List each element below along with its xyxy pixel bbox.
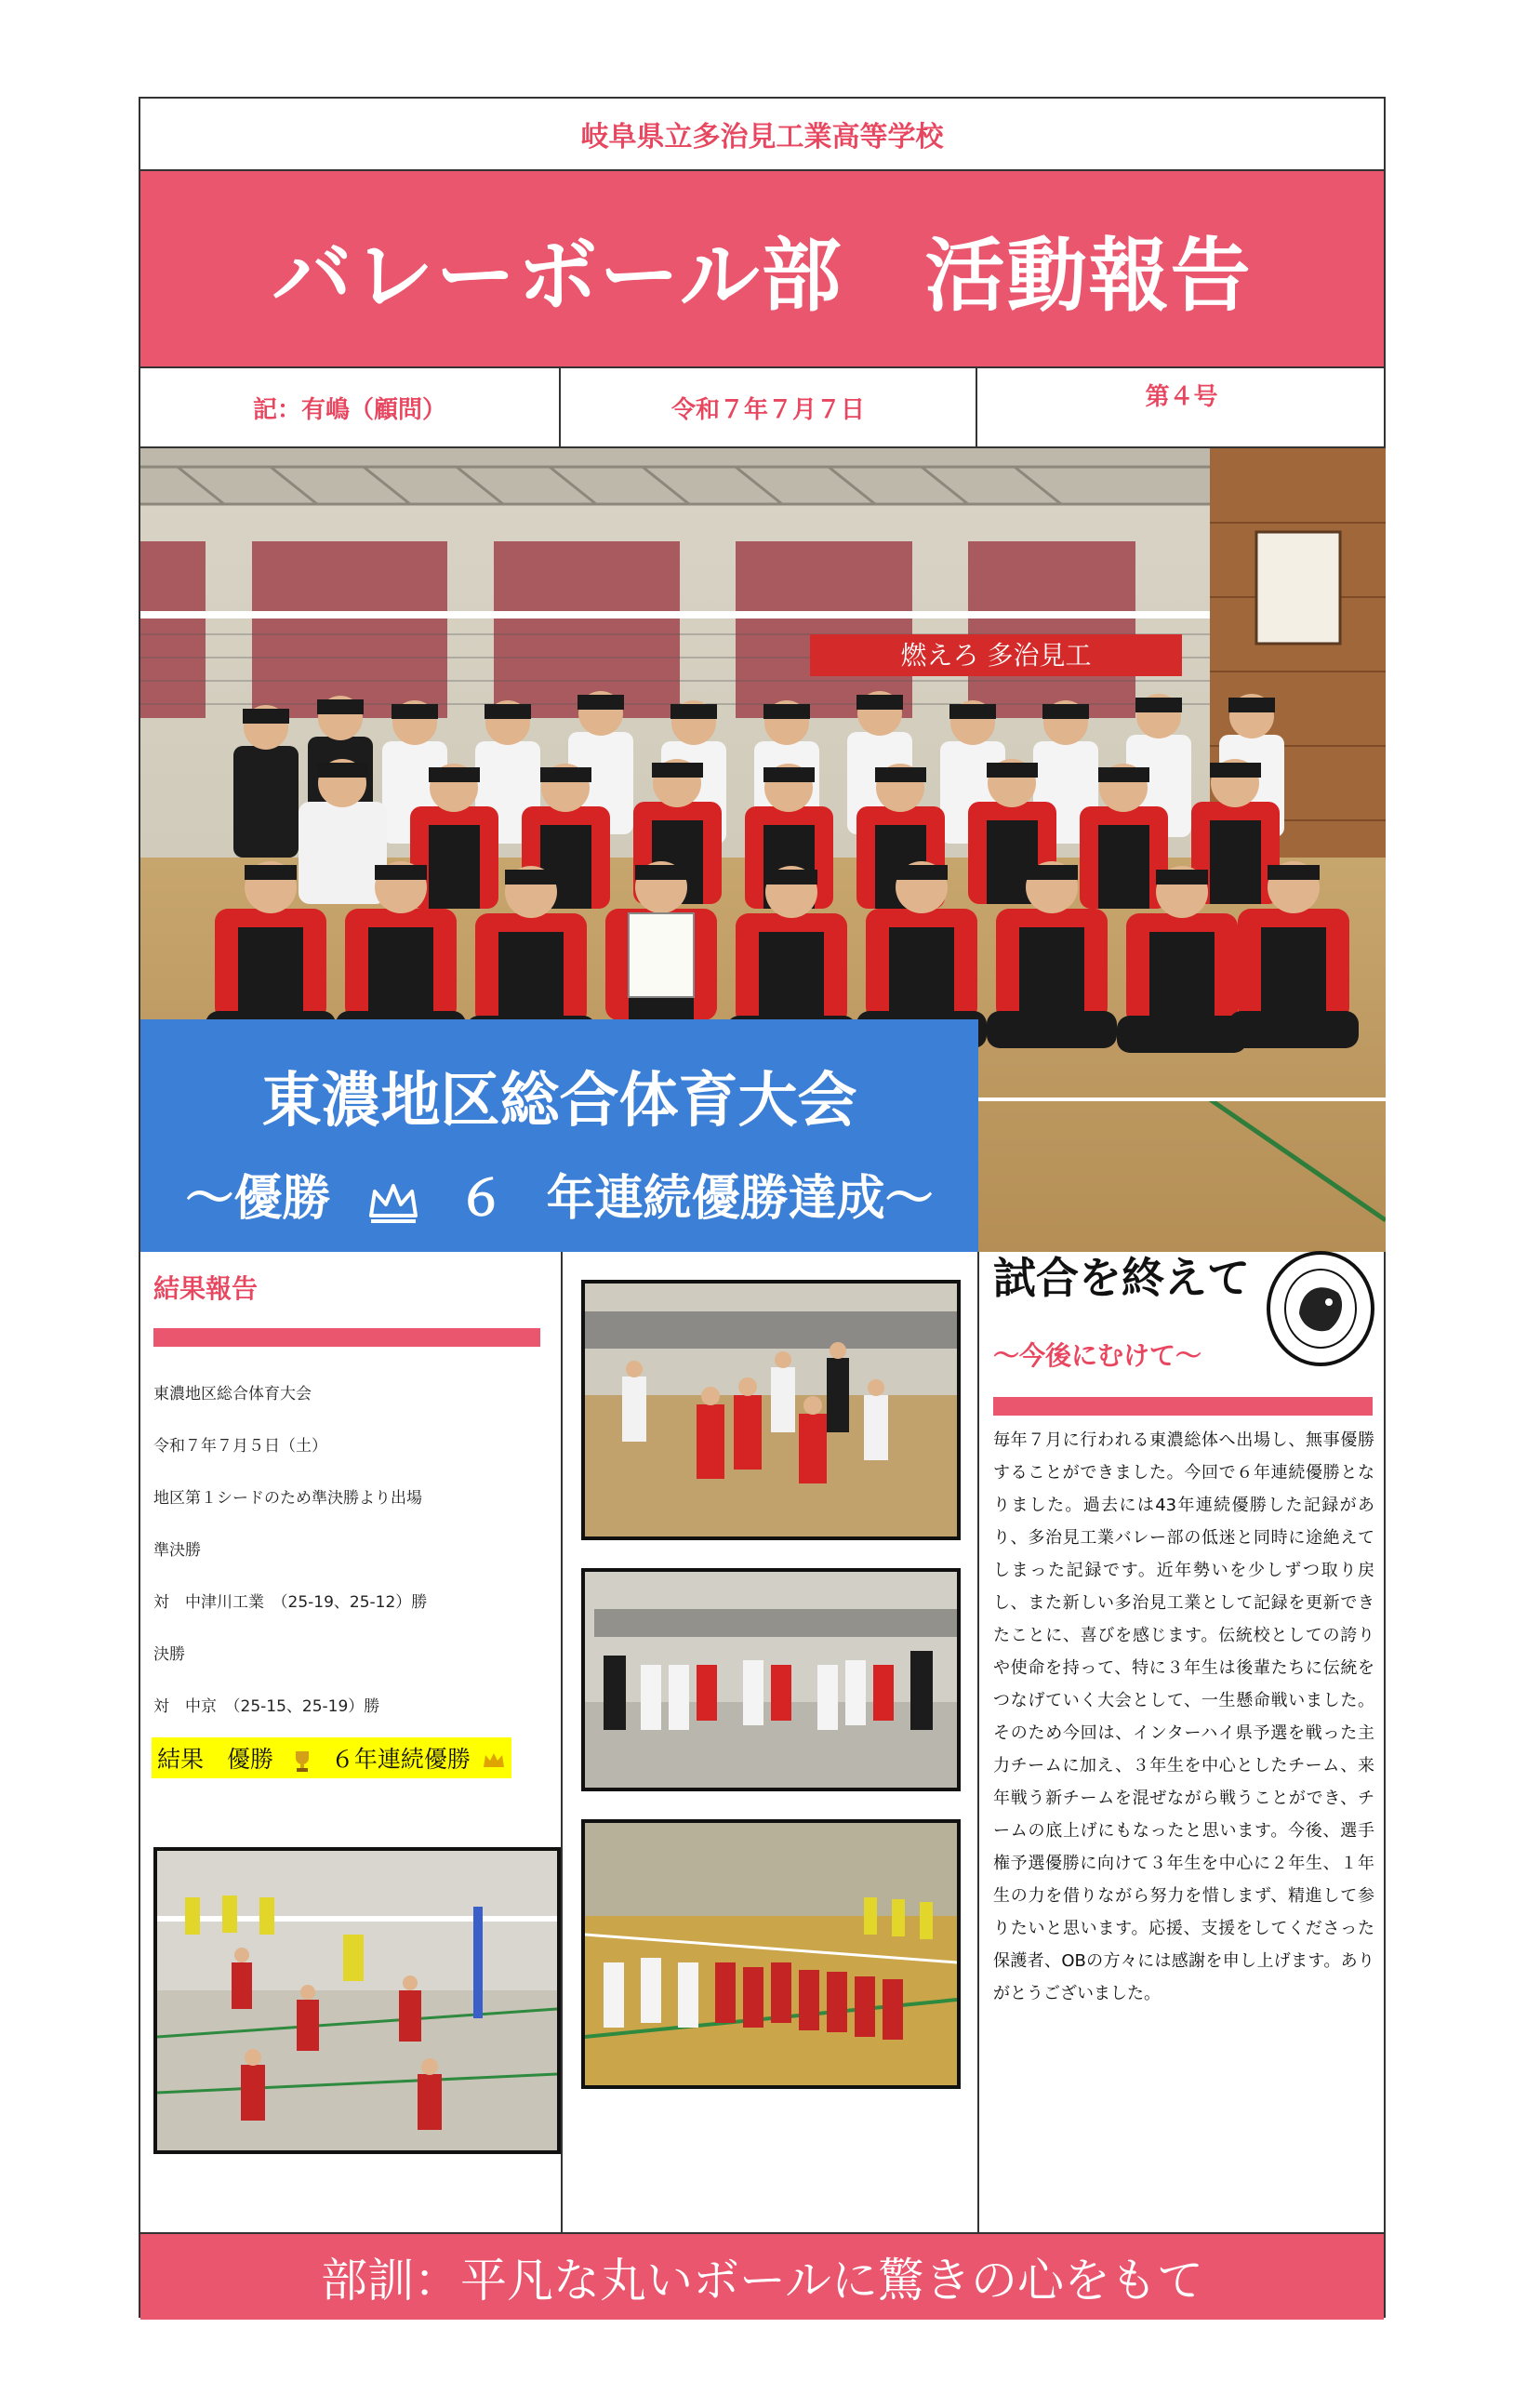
result-line: 東濃地区総合体育大会 [153, 1385, 312, 1403]
match-photo-1-graphic [585, 1284, 957, 1536]
subtitle-number: ６ [457, 1171, 506, 1227]
result-line: 決勝 [153, 1645, 185, 1664]
club-motto: 部訓：平凡な丸いボールに驚きの心をもて [140, 2232, 1384, 2320]
author-label: 記：有嶋（顧問） [252, 395, 446, 424]
highlight-suffix: ６年連続優勝 [330, 1746, 471, 1773]
result-line: 対 中京 （25-15、25-19）勝 [153, 1697, 380, 1716]
result-line: 地区第１シードのため準決勝より出場 [153, 1489, 422, 1508]
page-title: バレーボール部 活動報告 [140, 171, 1384, 368]
match-photo-4 [581, 1819, 961, 2089]
match-photo-2 [581, 1568, 961, 1791]
headline-box [140, 1019, 978, 1252]
crown-icon [482, 1750, 506, 1771]
result-line: 準決勝 [153, 1541, 201, 1560]
match-photo-3 [153, 1847, 561, 2154]
column-divider-2 [977, 1252, 979, 2232]
match-photo-4-graphic [585, 1823, 957, 2085]
result-line: 対 中津川工業 （25-19、25-12）勝 [153, 1593, 428, 1612]
issue-number: 第４号 [1145, 383, 1218, 411]
issue-cell [977, 368, 1386, 448]
subtitle-prefix: ～優勝 [185, 1171, 331, 1227]
school-seal [1264, 1248, 1377, 1369]
date-cell [561, 368, 977, 448]
article-heading: 試合を終えて [993, 1253, 1250, 1303]
school-name: 岐阜県立多治見工業高等学校 [140, 99, 1384, 171]
trophy-icon [290, 1749, 314, 1773]
results-heading: 結果報告 [153, 1273, 259, 1304]
result-line: 令和７年７月５日（土） [153, 1437, 327, 1456]
issue-date: 令和７年７月７日 [670, 395, 865, 424]
results-divider [153, 1328, 540, 1347]
result-highlight [152, 1737, 511, 1778]
school-seal-graphic [1264, 1248, 1377, 1369]
event-name: 東濃地区総合体育大会 [261, 1067, 857, 1136]
match-photo-1 [581, 1280, 961, 1540]
newsletter-page [139, 97, 1386, 2318]
article-body: 毎年７月に行われる東濃総体へ出場し、無事優勝することができました。今回で６年連続優勝となりました。過去には43年連続優勝した記録があり、多治見工業バレー部の低迷と同時に途絶えてしまった記録です。近年勢いを少しずつ取り戻し、また新しい多治見工業として記録を更新できたことに、喜びを感じます。伝統校としての誇りや使命を持って、特に３年生は後輩たちに伝統をつなげていく大会として、一生懸命戦いました。そのため今回は、インターハイ県予選を戦った主力チームに加え、３年生を中心としたチーム、来年戦う新チームを混ぜながら戦うことができ、チームの底上げにもなったと思います。今後、選手権予選優勝に向けて３年生を中心に２年生、１年生の力を借りながら努力を惜しまず、精進して参りたいと思います。応援、支援をしてくださった保護者、OBの方々には感謝を申し上げます。ありがとうございました。 [993, 1430, 1374, 2003]
article-divider [993, 1397, 1373, 1416]
subtitle-suffix: 年連続優勝達成～ [546, 1171, 934, 1227]
article-subheading: ～今後にむけて～ [993, 1340, 1202, 1371]
headline-subtitle [140, 1159, 978, 1229]
match-photo-3-graphic [157, 1851, 557, 2150]
match-photo-2-graphic [585, 1572, 957, 1788]
column-divider-1 [561, 1252, 563, 2232]
crown-icon [365, 1178, 421, 1225]
highlight-prefix: 結果 優勝 [157, 1746, 274, 1773]
gym-banner-text: 燃えろ 多治見工 [900, 640, 1092, 671]
author-cell [140, 368, 561, 448]
